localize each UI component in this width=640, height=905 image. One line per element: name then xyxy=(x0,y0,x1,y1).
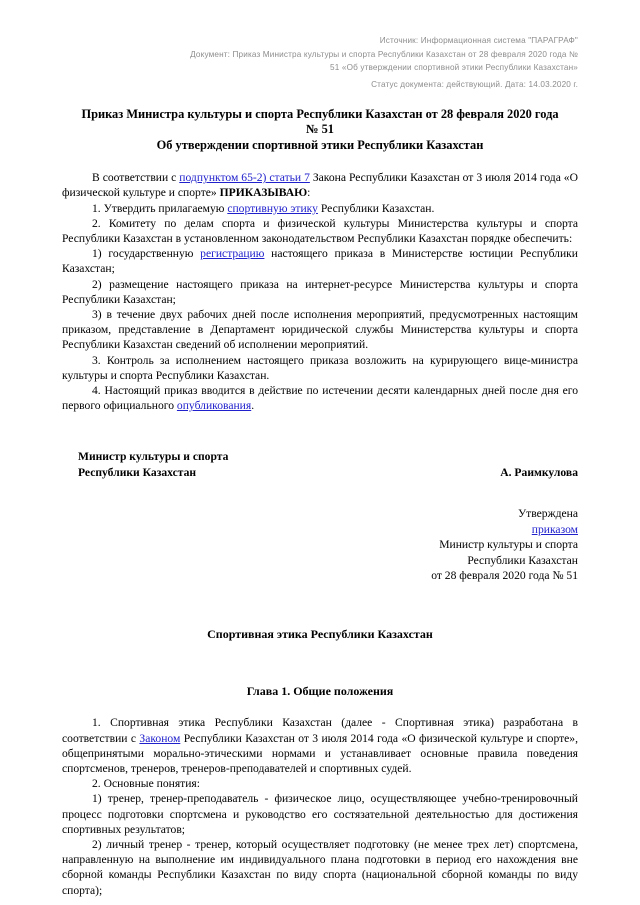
meta-status: Статус документа: действующий. Дата: 14.03.2020 г. xyxy=(371,79,578,89)
paragraph-item-2-sub-3: 3) в течение двух рабочих дней после исполнения мероприятий, предусмотренных настоящим приказом, представление в Департамент юридической службы Министерства культуры и спорта Республики Казахстан сведений об исполнении мероприятий. xyxy=(62,308,578,352)
item-4-text-before: 4. Настоящий приказ вводится в действие по истечении десяти календарных дней после дня его первого официального xyxy=(62,384,578,413)
approval-line-4: от 28 февраля 2020 года № 51 xyxy=(431,568,578,582)
ethics-paragraph-1 xyxy=(62,715,578,776)
paragraph-item-2-sub-2: 2) размещение настоящего приказа на интернет-ресурсе Министерства культуры и спорта Республики Казахстан; xyxy=(62,277,578,306)
signature-block xyxy=(62,449,578,480)
approval-text-before: Утверждена xyxy=(517,507,578,521)
link-publication[interactable]: опубликования xyxy=(176,399,252,413)
item-1-text-after: Республики Казахстан. xyxy=(317,201,435,215)
ethics-title: Спортивная этика Республики Казахстан xyxy=(207,627,433,642)
paragraph-item-1 xyxy=(62,201,578,216)
sub-1-text-before: 1) государственную xyxy=(92,247,201,261)
link-order[interactable]: приказом xyxy=(531,522,578,536)
chapter-title: Глава 1. Общие положения xyxy=(246,684,394,699)
paragraph-item-3: 3. Контроль за исполнением настоящего приказа возложить на курирующего вице-министра культуры и спорта Республики Казахстан. xyxy=(62,353,578,382)
document-meta-header xyxy=(62,0,578,91)
page-title-line-2: № 51 xyxy=(306,122,334,137)
item-4-text-after: . xyxy=(251,399,255,413)
signatory-role-line-2: Республики Казахстан xyxy=(78,465,197,479)
ethics-paragraph-2-sub-1: 1) тренер, тренер-преподаватель - физическое лицо, осуществляющее учебно-тренировочный процесс подготовки спортсмена и руководство его состязательной деятельностью для достижения спортивных результатов; xyxy=(62,792,578,836)
link-law[interactable]: Законом xyxy=(139,731,181,745)
approval-line-3: Республики Казахстан xyxy=(467,553,578,567)
link-subparagraph-65-2[interactable]: подпунктом 65-2) статьи 7 xyxy=(179,171,310,185)
meta-document-line-1: Документ: Приказ Министра культуры и спорта Республики Казахстан от 28 февраля 2020 года № xyxy=(190,49,578,59)
ethics-1-text-after: Республики Казахстан от 3 июля 2014 года «О физической культуре и спорте», общепринятыми морально-этическими нормами и устанавливает основные правила поведения спортсменов, тренеров, тренеров-преподавателей и спортивных судей. xyxy=(62,731,579,775)
preamble-text-middle: Закона Республики Казахстан от 3 июля 2014 года «О физической культуре и спорте» xyxy=(62,171,578,200)
order-body xyxy=(62,170,578,413)
link-registration[interactable]: регистрацию xyxy=(200,247,265,261)
meta-source: Источник: Информационная система "ПАРАГРАФ" xyxy=(379,36,578,45)
paragraph-item-2-sub-1 xyxy=(62,246,578,276)
signatory-role-line-1: Министр культуры и спорта xyxy=(78,450,229,464)
preamble-text-before: В соответствии с xyxy=(92,171,180,185)
ethics-paragraph-2-sub-2: 2) личный тренер - тренер, который осуществляет подготовку (не менее трех лет) спортсмена, направленную на выполнение им индивидуального плана подготовки в период его нахождения вне сборной команды Республики Казахстан по виду спорта (национальной сборной команды по виду спорта); xyxy=(62,837,578,897)
paragraph-item-2: 2. Комитету по делам спорта и физической культуры Министерства культуры и спорта Республики Казахстан в установленном законодательством Республики Казахстан порядке обеспечить: xyxy=(62,216,578,246)
item-1-text-before: 1. Утвердить прилагаемую xyxy=(92,201,228,215)
sub-1-text-after: настоящего приказа в Министерстве юстиции Республики Казахстан; xyxy=(62,247,579,276)
page-title-line-1: Приказ Министра культуры и спорта Республики Казахстан от 28 февраля 2020 года xyxy=(81,107,559,121)
approval-block xyxy=(62,506,578,583)
approval-line-1 xyxy=(62,506,578,537)
ethics-paragraph-2: 2. Основные понятия: xyxy=(92,777,200,791)
paragraph-item-4 xyxy=(62,383,578,413)
signatory-name: А. Раимкулова xyxy=(500,465,578,479)
ethics-1-text-before: 1. Спортивная этика Республики Казахстан (далее - Спортивная этика) разработана в соответствии с xyxy=(62,716,578,745)
meta-document-line-2: 51 «Об утверждении спортивной этики Республики Казахстан» xyxy=(330,63,578,72)
paragraph-preamble xyxy=(62,170,578,200)
ethics-body xyxy=(62,715,578,897)
link-sport-ethics[interactable]: спортивную этику xyxy=(227,201,318,215)
page-title xyxy=(62,107,578,153)
preamble-text-after: : xyxy=(307,186,311,200)
page-title-line-3: Об утверждении спортивной этики Республики Казахстан xyxy=(156,137,484,152)
approval-line-2: Министр культуры и спорта xyxy=(439,538,578,552)
preamble-order-verb: ПРИКАЗЫВАЮ xyxy=(219,186,308,200)
